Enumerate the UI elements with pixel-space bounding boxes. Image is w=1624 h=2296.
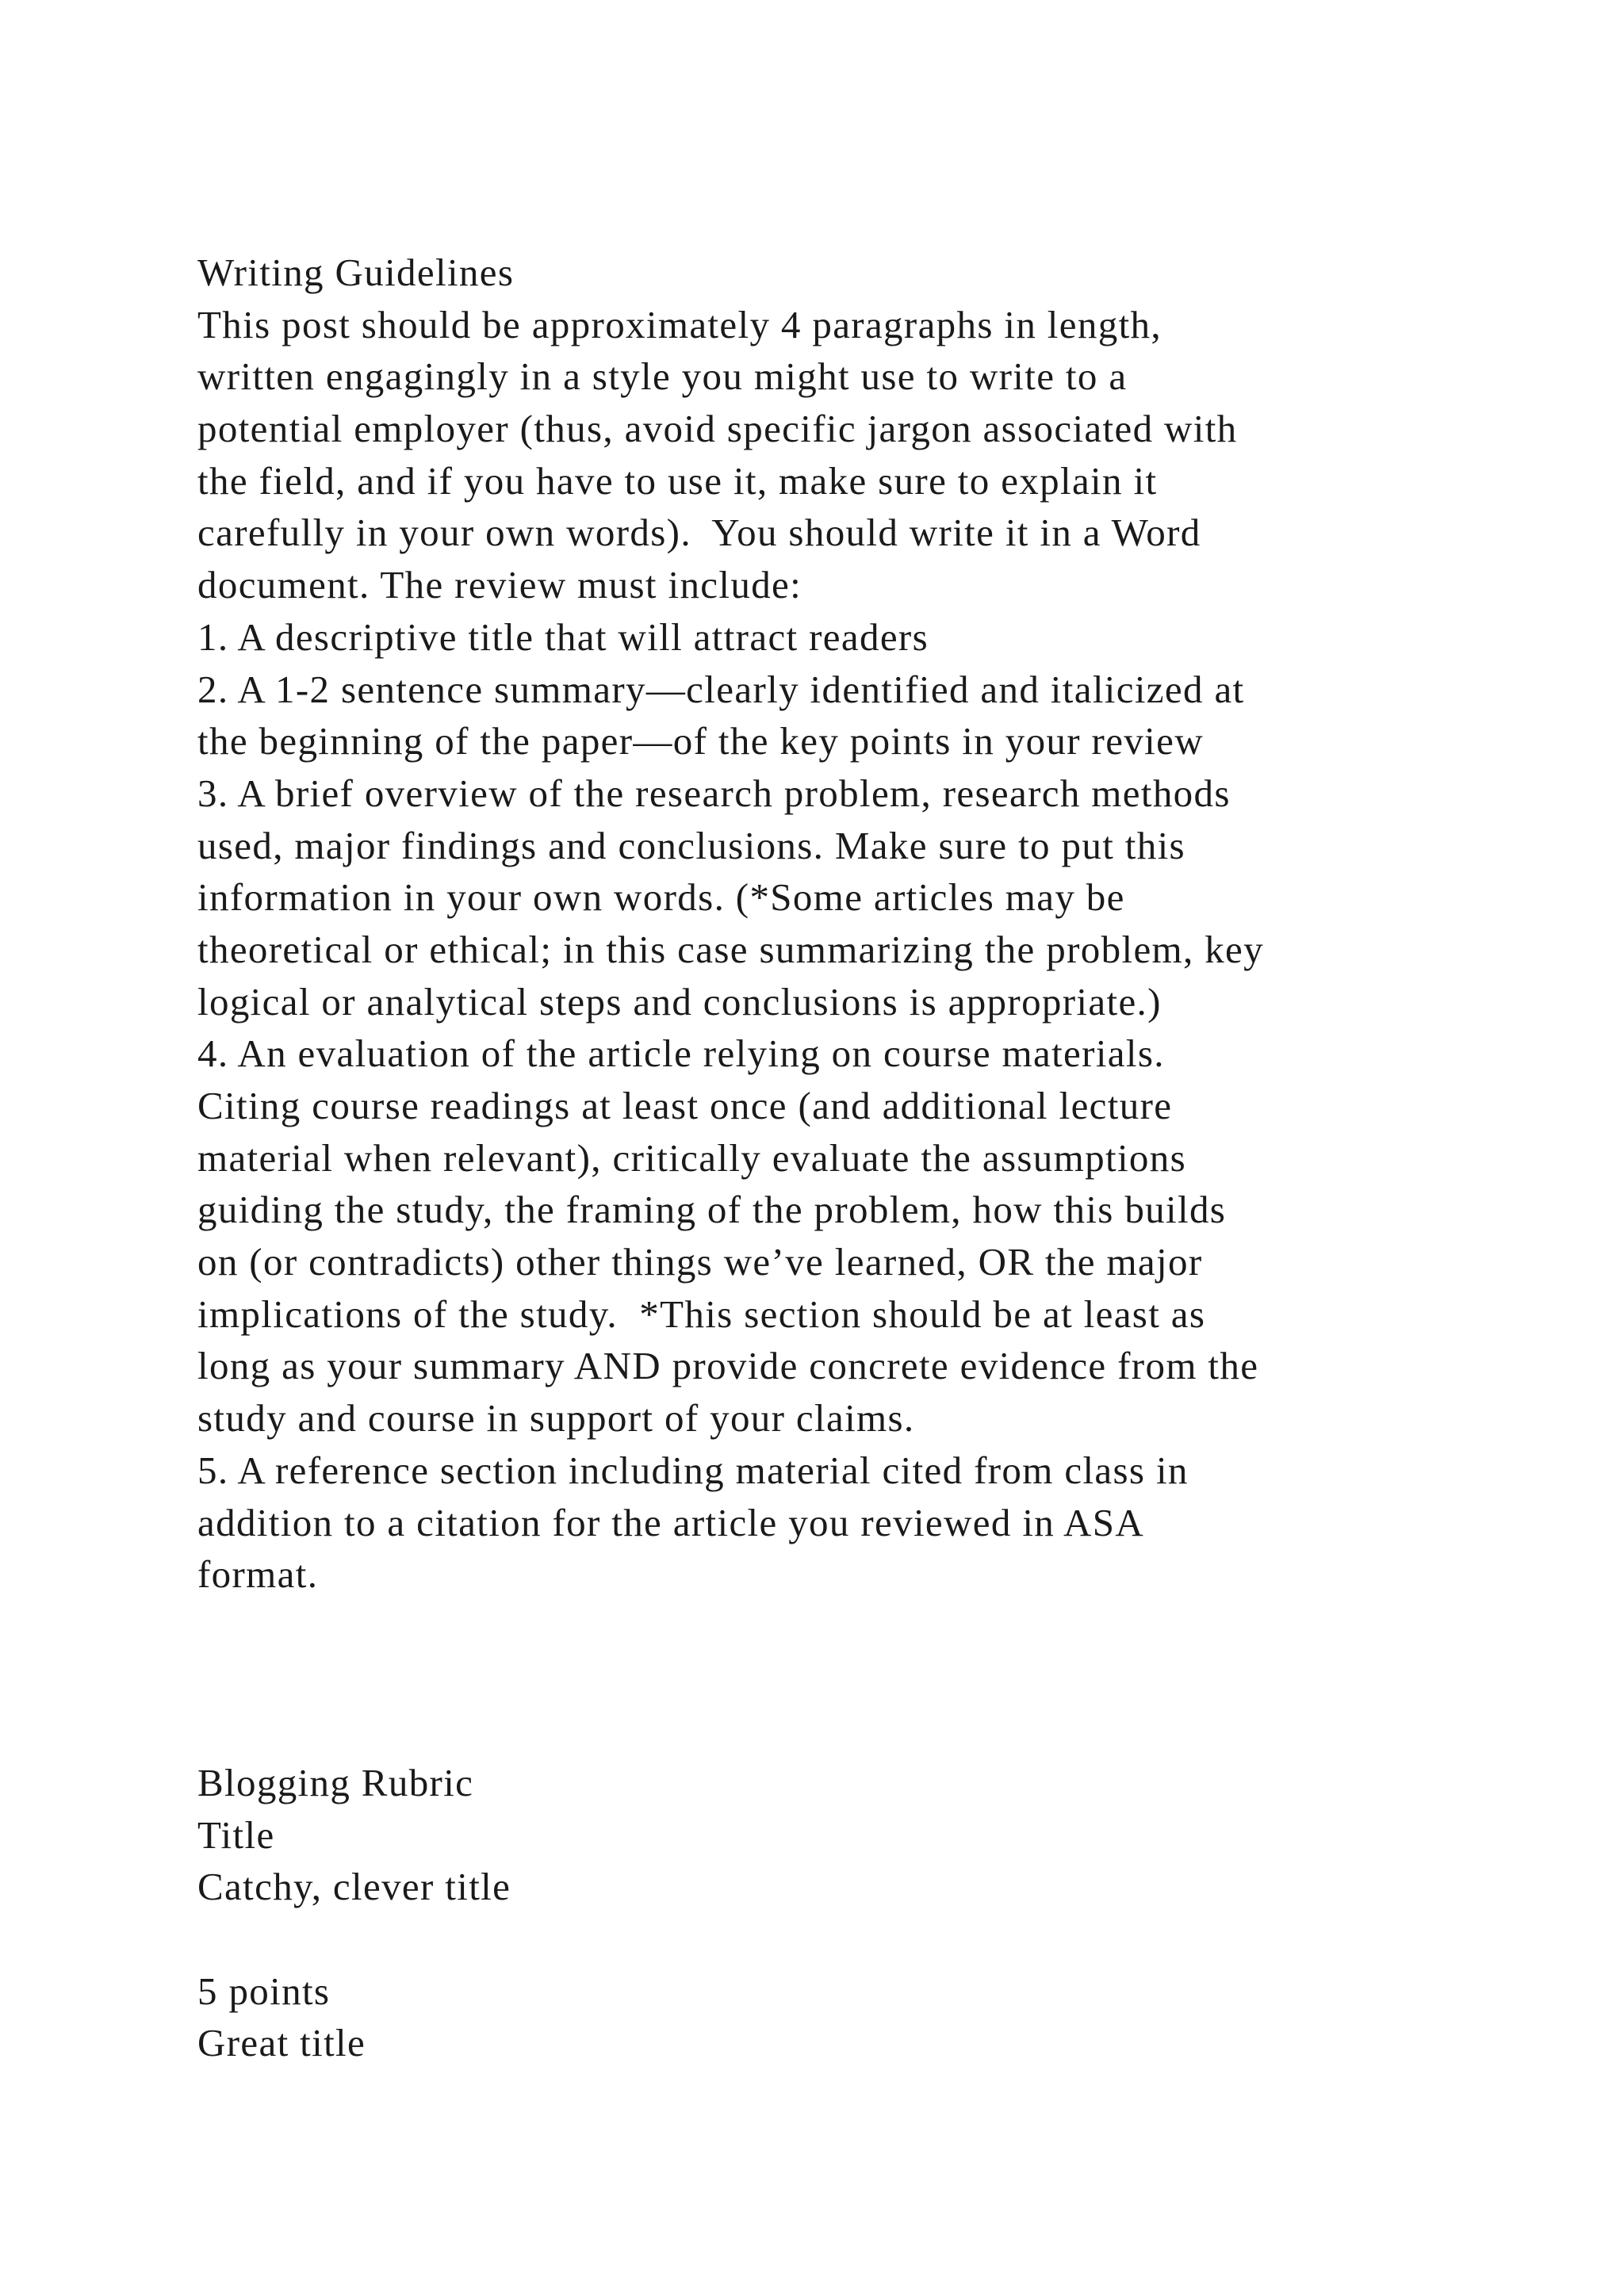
list-item-4: 4. An evaluation of the article relying on course materials.: [197, 1031, 1165, 1076]
list-item-3-continued: information in your own words. (*Some articles may be: [197, 875, 1125, 920]
list-item-5-continued: format.: [197, 1552, 319, 1597]
rubric-heading: Blogging Rubric: [197, 1760, 474, 1804]
rubric-criterion-description: Catchy, clever title: [197, 1865, 511, 1909]
intro-line: document. The review must include:: [197, 563, 802, 607]
list-item-5: 5. A reference section including material cited from class in: [197, 1448, 1189, 1492]
blank-line: [197, 1601, 1545, 1653]
list-item-2: 2. A 1-2 sentence summary—clearly identified and italicized at: [197, 667, 1245, 711]
list-item-4-continued: material when relevant), critically evaluate the assumptions: [197, 1135, 1187, 1180]
list-item-3-continued: logical or analytical steps and conclusions is appropriate.): [197, 979, 1162, 1024]
intro-line: potential employer (thus, avoid specific jargon associated with: [197, 407, 1238, 451]
list-item-4-continued: study and course in support of your claims.: [197, 1396, 915, 1441]
list-item-2-continued: the beginning of the paper—of the key points in your review: [197, 719, 1204, 763]
list-item-4-continued: Citing course readings at least once (and additional lecture: [197, 1084, 1173, 1127]
list-item-4-continued: implications of the study. *This section should be at least as: [197, 1292, 1206, 1336]
list-item-3-continued: used, major findings and conclusions. Make sure to put this: [197, 823, 1185, 867]
list-item-4-continued: guiding the study, the framing of the problem, how this builds: [197, 1188, 1227, 1232]
list-item-3-continued: theoretical or ethical; in this case summarizing the problem, key: [197, 927, 1265, 971]
rubric-criterion: Title: [197, 1812, 275, 1857]
blank-line: [197, 1653, 1545, 1705]
list-item-4-continued: on (or contradicts) other things we’ve learned, OR the major: [197, 1240, 1203, 1284]
document-body: [197, 247, 1545, 2069]
list-item-1: 1. A descriptive title that will attract readers: [197, 614, 929, 659]
intro-line: carefully in your own words). You should write it in a Word: [197, 511, 1201, 555]
intro-line: written engagingly in a style you might use to write to a: [197, 354, 1128, 399]
intro-line: This post should be approximately 4 paragraphs in length,: [197, 302, 1162, 346]
list-item-4-continued: long as your summary AND provide concrete evidence from the: [197, 1344, 1259, 1388]
intro-line: the field, and if you have to use it, make sure to explain it: [197, 458, 1158, 503]
list-item-3: 3. A brief overview of the research problem, research methods: [197, 771, 1231, 815]
blank-line: [197, 1705, 1545, 1757]
rubric-points: 5 points: [197, 1969, 331, 2013]
rubric-rating: Great title: [197, 2021, 366, 2065]
blank-line: [197, 1913, 1545, 1965]
guidelines-heading: Writing Guidelines: [197, 251, 515, 294]
list-item-5-continued: addition to a citation for the article you reviewed in ASA: [197, 1500, 1145, 1544]
